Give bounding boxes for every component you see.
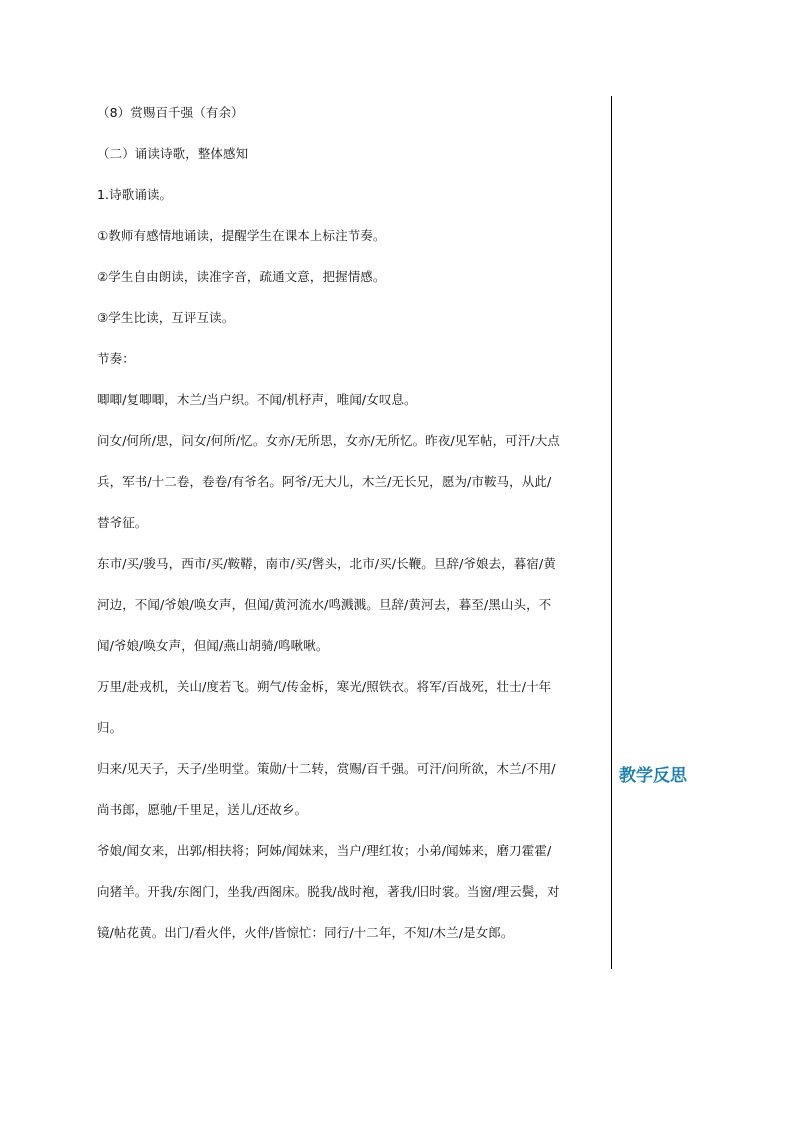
- text-line: 河边，不闻/爷娘/唤女声，但闻/黄河流水/鸣溅溅。旦辞/黄河去，暮至/黑山头，不: [97, 597, 552, 612]
- text-line: ③学生比读，互评互读。: [97, 310, 235, 325]
- text-line: 万里/赴戎机，关山/度若飞。朔气/传金柝，寒光/照铁衣。将军/百战死，壮士/十年: [97, 679, 552, 694]
- paragraph: [97, 677, 607, 738]
- text-line: 节奏：: [97, 351, 135, 366]
- text-line: 归。: [97, 720, 123, 735]
- text-line: （二）诵读诗歌，整体感知: [97, 146, 249, 161]
- paragraph: [97, 759, 607, 820]
- paragraph: [97, 308, 607, 328]
- paragraph: [97, 431, 607, 533]
- text-line: ①教师有感情地诵读，提醒学生在课本上标注节奏。: [97, 228, 386, 243]
- paragraph: [97, 554, 607, 656]
- paragraph: [97, 390, 607, 410]
- text-line: 向猪羊。开我/东阁门，坐我/西阁床。脱我/战时袍，著我/旧时裳。当窗/理云鬓，对: [97, 884, 560, 899]
- paragraph: [97, 267, 607, 287]
- text-line: 1.诗歌诵读。: [97, 187, 173, 202]
- text-line: 爷娘/闻女来，出郭/相扶将；阿姊/闻妹来，当户/理红妆；小弟/闻姊来，磨刀霍霍/: [97, 843, 552, 858]
- text-line: 归来/见天子，天子/坐明堂。策勋/十二转，赏赐/百千强。可汗/问所欲，木兰/不用/: [97, 761, 556, 776]
- text-line: 唧唧/复唧唧，木兰/当户织。不闻/机杼声，唯闻/女叹息。: [97, 392, 417, 407]
- paragraph: [97, 841, 607, 943]
- text-line: 替爷征。: [97, 515, 148, 530]
- lesson-content: [97, 103, 607, 964]
- paragraph: [97, 103, 607, 123]
- text-line: 镜/帖花黄。出门/看火伴，火伴/皆惊忙：同行/十二年，不知/木兰/是女郎。: [97, 925, 514, 940]
- text-line: 东市/买/骏马，西市/买/鞍鞯，南市/买/辔头，北市/买/长鞭。旦辞/爷娘去，暮宿/黄: [97, 556, 556, 571]
- paragraph: [97, 185, 607, 205]
- text-line: （8）赏赐百千强（有余）: [97, 105, 244, 120]
- teaching-reflection-label: 教学反思: [619, 766, 687, 786]
- paragraph: [97, 349, 607, 369]
- column-divider: [611, 96, 612, 969]
- text-line: 兵，军书/十二卷，卷卷/有爷名。阿爷/无大儿，木兰/无长兄，愿为/市鞍马，从此/: [97, 474, 552, 489]
- paragraph: [97, 226, 607, 246]
- text-line: 闻/爷娘/唤女声，但闻/燕山胡骑/鸣啾啾。: [97, 638, 329, 653]
- paragraph: [97, 144, 607, 164]
- text-line: ②学生自由朗读，读准字音，疏通文意，把握情感。: [97, 269, 386, 284]
- text-line: 尚书郎，愿驰/千里足，送儿/还故乡。: [97, 802, 308, 817]
- text-line: 问女/何所/思，问女/何所/忆。女亦/无所思，女亦/无所忆。昨夜/见军帖，可汗/大点: [97, 433, 560, 448]
